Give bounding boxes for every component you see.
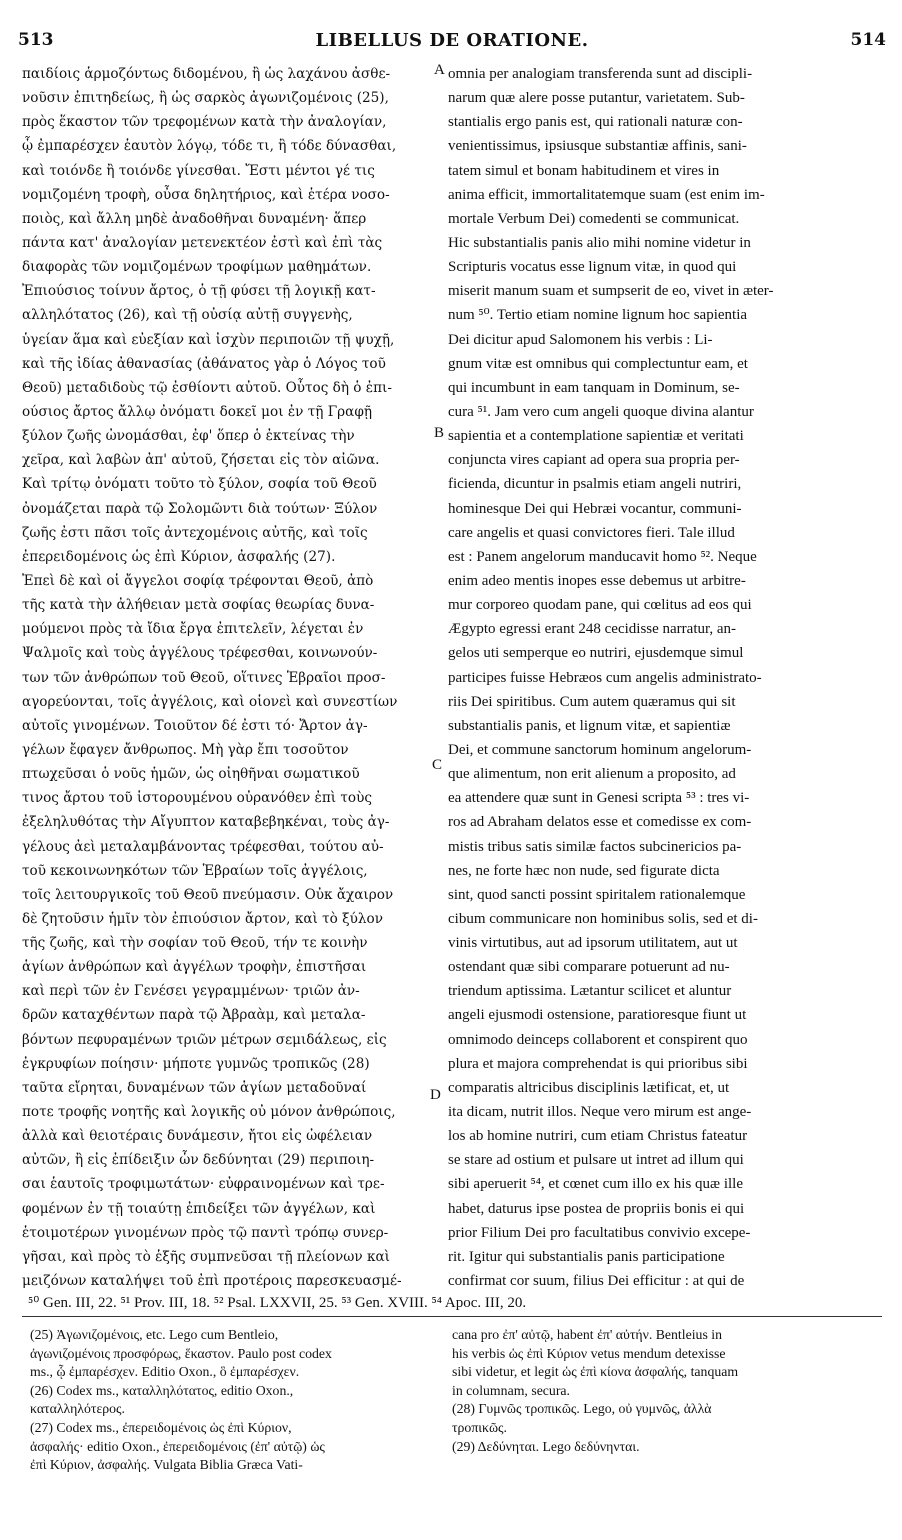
greek-text-line: καὶ τῆς ἰδίας ἀθανασίας (ἀθάνατος γὰρ ὁ Λόγος τοῦ <box>22 355 386 372</box>
greek-text-line: Ψαλμοῖς καὶ τοὺς ἀγγέλους τρέφεσθαι, κοινωνούν- <box>22 645 378 662</box>
greek-text-line: Ἐπεὶ δὲ καὶ οἱ ἄγγελοι σοφίᾳ τρέφονται Θεοῦ, ἀπὸ <box>22 572 374 589</box>
greek-text-line: πτωχεῦσαι ὁ νοῦς ἡμῶν, ὡς οἰηθῆναι σωματικοῦ <box>22 766 360 783</box>
greek-text-line: γέλων ἔφαγεν ἄνθρωπος. Μὴ γὰρ ἔπι τοσοῦτον <box>22 741 349 758</box>
greek-text-line: αγορεύονται, τοῖς ἀγγέλοις, καὶ οἱονεὶ καὶ συνεστίων <box>22 693 398 710</box>
latin-text-line: ea attendere quæ sunt in Genesi scripta ⁵³ : tres vi- <box>448 790 750 807</box>
latin-text-line: num ⁵⁰. Tertio etiam nomine lignum hoc sapientia <box>448 307 748 324</box>
greek-text-line: ποτε τροφῆς νοητῆς καὶ λογικῆς οὐ μόνον ἀνθρώποις, <box>22 1104 396 1121</box>
greek-text-line: ξύλον ζωῆς ὠνομάσθαι, ἐφ' ὅπερ ὁ ἐκτείνας τὴν <box>22 428 355 445</box>
latin-text-line: narum quæ alere posse putantur, varietatem. Sub- <box>448 90 745 107</box>
margin-letter-d: D <box>430 1087 441 1103</box>
latin-text-line: qui incumbunt in eam tanquam in Dominum, se- <box>448 379 740 396</box>
footnote-line: (26) Codex ms., καταλληλότατος, editio Oxon., <box>30 1382 294 1398</box>
latin-text-line: tatem simul et bonam habitudinem et vires in <box>448 162 720 179</box>
latin-text-line: Ægypto egressi erant 248 cecidisse narratur, an- <box>448 621 737 638</box>
footnote-rule <box>22 1316 882 1317</box>
greek-text-line: ἐγκρυφίων ποίησιν· μήποτε γυμνῶς τροπικῶς (28) <box>22 1055 370 1072</box>
greek-text-line: τῆς ζωῆς, καὶ τὴν σοφίαν τοῦ Θεοῦ, τήν τε κοινὴν <box>22 935 368 952</box>
greek-text-line: δρῶν καταχθέντων παρὰ τῷ Ἀβραὰμ, καὶ μεταλα- <box>22 1007 366 1024</box>
latin-text-line: anima efficit, immortalitatemque suam (est enim im- <box>448 186 765 203</box>
greek-text-line: των τῶν ἀνθρώπων τοῦ Θεοῦ, οἵτινες Ἑβραῖοι προσ- <box>22 669 386 686</box>
footnote-line: (27) Codex ms., ἐπερειδομένοις ὡς ἐπὶ Κύριον, <box>30 1419 292 1435</box>
latin-text-line: los ab homine nutriri, cum etiam Christus fateatur <box>448 1128 748 1145</box>
scripture-references: ⁵⁰ Gen. III, 22. ⁵¹ Prov. III, 18. ⁵² Psal. LXXVII, 25. ⁵³ Gen. XVIII. ⁵⁴ Apoc. III, 20. <box>28 1295 527 1311</box>
right-page-number: 514 <box>850 30 886 50</box>
latin-text-line: est : Panem angelorum manducavit homo ⁵². Neque <box>448 548 757 565</box>
greek-text-line: αὐτοῖς γινομένων. Τοιοῦτον δέ ἐστι τό· Ἄρτον ἀγ- <box>22 717 368 734</box>
latin-text-line: se stare ad ostium et pulsare ut intret ad illum qui <box>448 1152 744 1169</box>
greek-text-line: ἁγίων ἀνθρώπων καὶ ἀγγέλων τροφὴν, ἐπιστῆσαι <box>22 959 367 976</box>
latin-text-line: ficienda, dicuntur in psalmis etiam angeli nutriri, <box>448 476 742 493</box>
latin-text-line: riis Dei spiritibus. Cum autem quæramus qui sit <box>448 693 736 710</box>
greek-text-line: ἐπερειδομένοις ὡς ἐπὶ Κύριον, ἀσφαλής (27). <box>22 548 336 565</box>
latin-text-line: prior Filium Dei pro facultatibus convivio excepe- <box>448 1224 751 1241</box>
latin-text-line: conjuncta vires capiant ad opera sua propria per- <box>448 452 740 469</box>
greek-text-line: φομένων ἐν τῇ τοιαύτῃ ἐπιδείξει τῶν ἀγγέλων, καὶ <box>22 1200 376 1217</box>
latin-text-line: sint, quod sancti possint spiritalem rationalemque <box>448 886 746 903</box>
greek-text-line: χεῖρα, καὶ λαβὼν ἀπ' αὐτοῦ, ζήσεται εἰς τὸν αἰῶνα. <box>22 452 380 469</box>
left-page-number: 513 <box>18 30 54 50</box>
latin-text-line: sapientia et a contemplatione sapientiæ et veritati <box>448 428 744 445</box>
latin-text-line: triendum aptissima. Lætantur scilicet et aluntur <box>448 983 732 1000</box>
latin-text-line: Dei, et commune sanctorum hominum angelorum- <box>448 741 752 758</box>
greek-text-line: τινος ἄρτου τοῦ ἱστορουμένου οὐρανόθεν ἐπὶ τοὺς <box>22 790 372 807</box>
footnote-line: (25) Ἀγωνιζομένοις, etc. Lego cum Bentleio, <box>30 1327 279 1342</box>
footnotes-right <box>452 1326 882 1456</box>
greek-text-line: ζωῆς ἐστι πᾶσι τοῖς ἀντεχομένοις αὐτῆς, καὶ τοῖς <box>22 524 368 541</box>
latin-text-line: que alimentum, non erit alienum a proposito, ad <box>448 766 736 783</box>
greek-text-line: νοῦσιν ἐπιτηδείως, ἢ ὡς σαρκὸς ἀγωνιζομένοις (25), <box>22 90 389 107</box>
footnote-line: ἀγωνιζομένοις προσφόρως, ἕκαστον. Paulo post codex <box>30 1345 332 1361</box>
greek-text-line: σαι ἑαυτοῖς τροφιμωτάτων· εὐφραινομένων καὶ τρε- <box>22 1176 385 1193</box>
latin-text-line: ita dicam, nutrit illos. Neque vero mirum est ange- <box>448 1104 752 1121</box>
latin-text-line: cura ⁵¹. Jam vero cum angeli quoque divina alantur <box>448 403 754 420</box>
footnote-line: sibi videtur, et legit ὡς ἐπὶ κίονα ἀσφαλής, tanquam <box>452 1364 739 1380</box>
greek-text-line: πρὸς ἕκαστον τῶν τρεφομένων κατὰ τὴν ἀναλογίαν, <box>22 114 387 131</box>
latin-text-line: gnum vitæ est omnibus qui complectuntur eam, et <box>448 355 748 372</box>
latin-text-line: gelos uti semperque eo nutriri, ejusdemque simul <box>448 645 744 662</box>
footnote-line: his verbis ὡς ἐπὶ Κύριον vetus mendum detexisse <box>452 1345 726 1361</box>
greek-text-line: ούσιος ἄρτος ἄλλῳ ὀνόματι δοκεῖ μοι ἐν τῇ Γραφῇ <box>22 403 372 420</box>
latin-text-line: Hic substantialis panis alio mihi nomine videtur in <box>448 234 751 251</box>
page-header <box>18 30 886 56</box>
greek-text-line: Καὶ τρίτῳ ὀνόματι τοῦτο τὸ ξύλον, σοφία τοῦ Θεοῦ <box>22 476 377 493</box>
greek-text-line: μούμενοι πρὸς τὰ ἴδια ἔργα ἐπιτελεῖν, λέγεται ἐν <box>22 621 364 638</box>
latin-text-line: omnia per analogiam transferenda sunt ad discipli- <box>448 66 753 82</box>
latin-text-line: omnimodo deinceps collaborent et conspirent quo <box>448 1031 748 1048</box>
latin-text-line: venientissimus, ipsiusque substantiæ affinis, sani- <box>448 138 747 155</box>
latin-text-line: plura et majora comprehendat is qui prioribus sibi <box>448 1055 748 1072</box>
greek-text-line: ταῦτα εἴρηται, δυναμένων τῶν ἁγίων μεταδοῦναί <box>22 1079 367 1096</box>
footnote-line: τροπικῶς. <box>452 1419 507 1435</box>
footnote-line: (29) Δεδύνηται. Lego δεδύνηνται. <box>452 1438 640 1454</box>
greek-text-line: ποιὸς, καὶ ἄλλη μηδὲ ἀναδοθῆναι δυναμένη· ἅπερ <box>22 210 367 227</box>
latin-text-line: mortale Verbum Dei) comedenti se communicat. <box>448 210 740 227</box>
greek-text-line: βόντων πεφυραμένων τριῶν μέτρων σεμιδάλεως, εἰς <box>22 1031 387 1048</box>
greek-text-line: νομιζομένη τροφὴ, οὖσα δηλητήριος, καὶ ἑτέρα νοσο- <box>22 186 390 203</box>
greek-text-line: τῆς κατὰ τὴν ἀλήθειαν μετὰ σοφίας θεωρίας δυνα- <box>22 597 375 614</box>
latin-text-line: care angelis et quasi convictores fieri. Tale illud <box>448 524 735 541</box>
latin-text-column <box>448 62 864 1293</box>
greek-text-line: μειζόνων καταλήψει τοῦ ἐπὶ προτέροις παρεσκευασμέ- <box>22 1273 402 1290</box>
latin-text-line: Dei dicitur apud Salomonem his verbis : Li- <box>448 331 713 348</box>
footnotes-left <box>30 1326 430 1475</box>
greek-text-line: παιδίοις ἁρμοζόντως διδομένου, ἢ ὡς λαχάνου ἀσθε- <box>22 66 391 82</box>
latin-text-line: enim adeo mentis inopes esse debemus ut arbitre- <box>448 572 746 589</box>
greek-text-line: γέλους ἀεὶ μεταλαμβάνοντας τρέφεσθαι, τούτου αὐ- <box>22 838 384 855</box>
latin-text-line: confirmat cor suum, filius Dei efficitur : at qui de <box>448 1273 745 1290</box>
greek-text-line: καὶ τοιόνδε ἢ τοιόνδε γίνεσθαι. Ἔστι μέντοι γέ τις <box>22 162 375 179</box>
running-title: LIBELLUS DE ORATIONE. <box>315 30 589 51</box>
margin-letter-c: C <box>432 757 443 773</box>
latin-text-line: vinis virtutibus, aut ad ipsorum utilitatem, aut ut <box>448 935 738 952</box>
greek-text-line: ἐξεληλυθότας τὴν Αἴγυπτον καταβεβηκέναι, τοὺς ἀγ- <box>22 814 390 831</box>
greek-text-line: δὲ ζητοῦσιν ἡμῖν τὸν ἐπιούσιον ἄρτον, καὶ τὸ ξύλον <box>22 910 383 927</box>
latin-text-line: Scripturis vocatus esse lignum vitæ, in quod qui <box>448 259 737 276</box>
greek-text-line: αὐτῶν, ἢ εἰς ἐπίδειξιν ὧν δεδύνηται (29) περιποιη- <box>22 1152 375 1169</box>
greek-text-line: Ἐπιούσιος τοίνυν ἄρτος, ὁ τῇ φύσει τῇ λογικῇ κατ- <box>22 283 376 300</box>
latin-text-line: angeli ejusmodi ostensione, paratioresque fiunt ut <box>448 1007 747 1024</box>
latin-text-line: sibi aperuerit ⁵⁴, et cœnet cum illo ex his quæ ille <box>448 1176 743 1193</box>
greek-text-line: ἑτοιμοτέρων γινομένων πρὸς τῷ παντὶ τρόπῳ συνερ- <box>22 1224 389 1241</box>
footnote-line: cana pro ἐπ' αὐτῷ, habent ἐπ' αὐτήν. Bentleius in <box>452 1327 723 1342</box>
greek-text-line: τοῦ κεκοινωνηκότων τῶν Ἑβραίων τοῖς ἀγγέλοις, <box>22 862 368 879</box>
greek-text-column <box>22 62 431 1293</box>
latin-text-line: stantialis ergo panis est, qui rationali naturæ con- <box>448 114 743 131</box>
footnote-line: ἐπὶ Κύριον, ἀσφαλής. Vulgata Biblia Græca Vati- <box>30 1457 303 1473</box>
greek-text-line: ὑγείαν ἅμα καὶ εὐεξίαν καὶ ἰσχὺν περιποιῶν τῇ ψυχῇ, <box>22 331 395 348</box>
latin-text-line: nes, ne forte hæc non nude, sed figurate dicta <box>448 862 720 879</box>
latin-text-line: habet, daturus ipse postea de propriis bonis ei qui <box>448 1200 745 1217</box>
latin-text-line: mur corporeo quodam pane, qui cœlitus ad eos qui <box>448 597 752 614</box>
latin-text-line: substantialis panis, et lignum vitæ, et sapientiæ <box>448 717 731 734</box>
greek-text-line: ἀλλὰ καὶ θειοτέραις δυνάμεσιν, ἤτοι εἰς ὠφέλειαν <box>22 1128 373 1145</box>
footnote-line: ms., ᾧ ἐμπαρέσχεν. Editio Oxon., ὃ ἐμπαρέσχεν. <box>30 1364 300 1380</box>
latin-text-line: miserit manum suam et sumpserit de eo, vivet in æter- <box>448 283 774 300</box>
latin-text-line: comparatis altricibus disciplinis lætificat, et, ut <box>448 1079 730 1096</box>
greek-text-line: τοῖς λειτουργικοῖς τοῦ Θεοῦ πνεύμασιν. Οὐκ ἄχαιρον <box>22 886 394 903</box>
footnote-line: καταλληλότερος. <box>30 1401 125 1417</box>
margin-letter-b: B <box>434 425 445 441</box>
greek-text-line: Θεοῦ) μεταδιδοὺς τῷ ἐσθίοντι αὐτοῦ. Οὗτος δὴ ὁ ἐπι- <box>22 379 392 396</box>
latin-text-line: cibum communicare non hominibus solis, sed et di- <box>448 910 758 927</box>
latin-text-line: ostendant quæ sibi comparare potuerunt ad nu- <box>448 959 730 976</box>
latin-text-line: ros ad Abraham delatos esse et comedisse ex com- <box>448 814 752 831</box>
greek-text-line: γῆσαι, καὶ πρὸς τὸ ἑξῆς συμπνεῦσαι τῇ πλείονων καὶ <box>22 1248 390 1265</box>
footnote-line: ἀσφαλής· editio Oxon., ἐπερειδομένοις (ἐπ' αὐτῷ) ὡς <box>30 1438 325 1454</box>
greek-text-line: διαφορὰς τῶν νομιζομένων τροφίμων μαθημάτων. <box>22 259 372 276</box>
footnote-line: (28) Γυμνῶς τροπικῶς. Lego, οὐ γυμνῶς, ἀλλὰ <box>452 1401 712 1417</box>
latin-text-line: participes fuisse Hebræos cum angelis administrato- <box>448 669 762 686</box>
greek-text-line: καὶ περὶ τῶν ἐν Γενέσει γεγραμμένων· τριῶν ἀν- <box>22 983 360 1000</box>
latin-text-line: hominesque Dei qui Hebræi vocantur, communi- <box>448 500 742 517</box>
footnote-line: in columnam, secura. <box>452 1382 571 1398</box>
greek-text-line: αλληλότατος (26), καὶ τῇ οὐσίᾳ αὐτῇ συγγενὴς, <box>22 307 353 324</box>
greek-text-line: ὀνομάζεται παρὰ τῷ Σολομῶντι διὰ τούτων· Ξύλον <box>22 500 378 517</box>
greek-text-line: πάντα κατ' ἀναλογίαν μετενεκτέον ἐστὶ καὶ ἐπὶ τὰς <box>22 234 383 251</box>
greek-text-line: ᾧ ἐμπαρέσχεν ἑαυτὸν λόγῳ, τόδε τι, ἢ τόδε δύνασθαι, <box>22 138 397 155</box>
latin-text-line: mistis tribus satis similæ factos subcinericios pa- <box>448 838 742 855</box>
margin-letter-a: A <box>434 62 445 78</box>
latin-text-line: rit. Igitur qui substantialis panis participatione <box>448 1248 725 1265</box>
